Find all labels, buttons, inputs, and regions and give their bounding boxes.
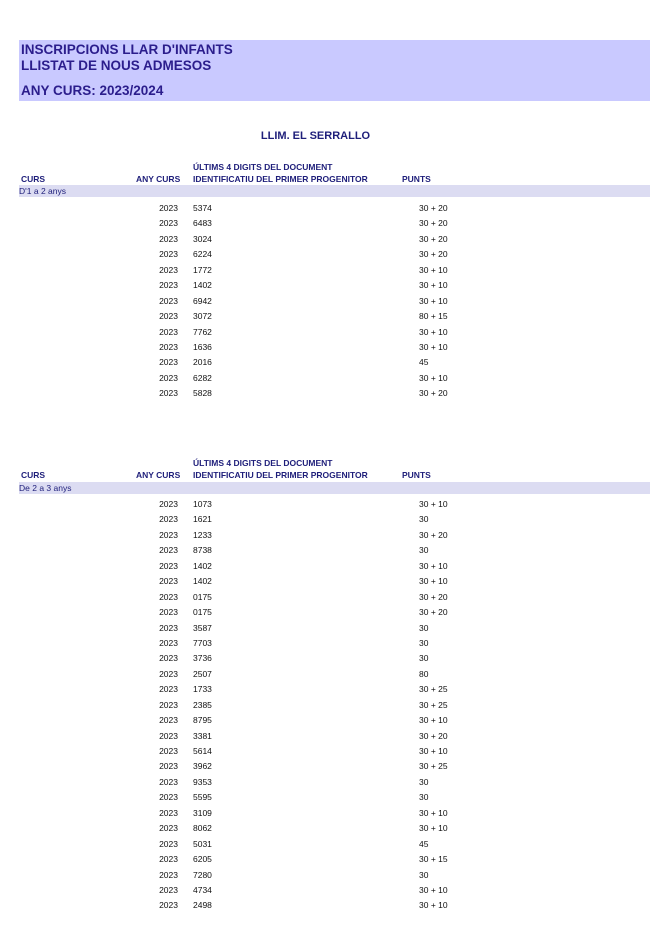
table-row (0, 605, 672, 620)
points-cell: 30 (419, 792, 429, 803)
school-name: LLIM. EL SERRALLO (260, 130, 371, 142)
points-cell: 30 + 20 (419, 218, 448, 229)
points-cell: 30 + 20 (419, 203, 448, 213)
document-digits-cell: 6942 (193, 295, 212, 306)
document-digits-cell: 2498 (193, 900, 212, 911)
points-cell: 30 + 10 (419, 280, 448, 291)
year-cell: 2023 (159, 499, 178, 509)
table-row (0, 294, 672, 309)
table-row (0, 386, 672, 401)
year-cell: 2023 (159, 699, 178, 710)
points-cell: 30 + 20 (419, 591, 448, 602)
table-row (0, 340, 672, 355)
year-cell: 2023 (159, 280, 178, 291)
points-cell: 30 + 10 (419, 576, 448, 587)
points-cell: 30 + 25 (419, 699, 448, 710)
year-cell: 2023 (159, 311, 178, 322)
table-row (0, 355, 672, 370)
year-cell: 2023 (159, 653, 178, 664)
points-cell: 30 + 25 (419, 761, 448, 772)
table-row (0, 837, 672, 852)
group-label: De 2 a 3 anys (19, 483, 72, 493)
document-digits-cell: 6205 (193, 854, 212, 865)
table-row (0, 325, 672, 340)
table-row (0, 247, 672, 262)
table-row (0, 806, 672, 821)
document-digits-cell: 1621 (193, 514, 212, 525)
points-cell: 30 + 20 (419, 249, 448, 260)
document-digits-cell: 5374 (193, 203, 212, 213)
points-cell: 30 + 10 (419, 264, 448, 275)
document-digits-cell: 3072 (193, 311, 212, 322)
year-cell: 2023 (159, 560, 178, 571)
points-cell: 30 (419, 776, 429, 787)
table-row (0, 868, 672, 883)
table-row (0, 898, 672, 913)
document-digits-cell: 9353 (193, 776, 212, 787)
document-digits-cell: 1402 (193, 280, 212, 291)
year-cell: 2023 (159, 203, 178, 213)
points-cell: 30 (419, 637, 429, 648)
year-cell: 2023 (159, 388, 178, 399)
document-digits-cell: 1233 (193, 529, 212, 540)
table-row (0, 559, 672, 574)
document-digits-cell: 1772 (193, 264, 212, 275)
document-digits-cell: 5031 (193, 838, 212, 849)
points-cell: 30 + 10 (419, 295, 448, 306)
document-digits-cell: 2385 (193, 699, 212, 710)
document-digits-cell: 8738 (193, 545, 212, 556)
document-digits-cell: 8062 (193, 823, 212, 834)
document-digits-cell: 7762 (193, 326, 212, 337)
col-punts: PUNTS (402, 470, 431, 480)
table-row (0, 790, 672, 805)
table-row (0, 512, 672, 527)
points-cell: 30 + 10 (419, 807, 448, 818)
points-cell: 30 + 25 (419, 684, 448, 695)
table-row (0, 744, 672, 759)
points-cell: 45 (419, 357, 429, 368)
table-row (0, 497, 672, 512)
document-digits-cell: 2507 (193, 668, 212, 679)
year-cell: 2023 (159, 838, 178, 849)
year-cell: 2023 (159, 576, 178, 587)
year-cell: 2023 (159, 746, 178, 756)
document-digits-cell: 5595 (193, 792, 212, 803)
year-cell: 2023 (159, 295, 178, 306)
table-row (0, 698, 672, 713)
table-row (0, 667, 672, 682)
title-line-2: LLISTAT DE NOUS ADMESOS (21, 58, 212, 73)
points-cell: 30 + 10 (419, 884, 448, 895)
year-cell: 2023 (159, 792, 178, 803)
points-cell: 30 + 20 (419, 607, 448, 618)
title-line-1: INSCRIPCIONS LLAR D'INFANTS (21, 42, 233, 57)
year-cell: 2023 (159, 341, 178, 352)
admitted-list (0, 497, 672, 914)
year-cell: 2023 (159, 715, 178, 726)
table-row (0, 621, 672, 636)
year-cell: 2023 (159, 668, 178, 679)
year-cell: 2023 (159, 869, 178, 880)
year-cell: 2023 (159, 326, 178, 337)
points-cell: 30 (419, 653, 429, 664)
table-row (0, 528, 672, 543)
table-row (0, 883, 672, 898)
course-year: ANY CURS: 2023/2024 (21, 83, 164, 98)
document-digits-cell: 3109 (193, 807, 212, 818)
table-row (0, 821, 672, 836)
document-digits-cell: 6282 (193, 372, 212, 383)
table-row (0, 309, 672, 324)
year-cell: 2023 (159, 357, 178, 368)
title-banner (19, 40, 650, 101)
points-cell: 30 + 10 (419, 715, 448, 726)
points-cell: 30 + 10 (419, 560, 448, 571)
col-curs: CURS (21, 470, 46, 480)
document-digits-cell: 4734 (193, 884, 212, 895)
points-cell: 30 + 20 (419, 730, 448, 741)
year-cell: 2023 (159, 545, 178, 556)
points-cell: 80 + 15 (419, 311, 448, 322)
table-row (0, 278, 672, 293)
group-band (19, 185, 650, 197)
document-digits-cell: 1733 (193, 684, 212, 695)
document-digits-cell: 1636 (193, 341, 212, 352)
document-digits-cell: 3736 (193, 653, 212, 664)
col-doc-line2: IDENTIFICATIU DEL PRIMER PROGENITOR (193, 470, 368, 480)
table-row (0, 852, 672, 867)
year-cell: 2023 (159, 776, 178, 787)
points-cell: 45 (419, 838, 429, 849)
year-cell: 2023 (159, 372, 178, 383)
table-row (0, 682, 672, 697)
year-cell: 2023 (159, 529, 178, 540)
table-row (0, 263, 672, 278)
points-cell: 30 + 10 (419, 900, 448, 911)
document-digits-cell: 3381 (193, 730, 212, 741)
document-digits-cell: 3962 (193, 761, 212, 772)
points-cell: 30 (419, 869, 429, 880)
group-label: D'1 a 2 anys (19, 186, 66, 196)
table-row (0, 371, 672, 386)
col-any-curs: ANY CURS (136, 470, 181, 480)
year-cell: 2023 (159, 249, 178, 260)
year-cell: 2023 (159, 591, 178, 602)
table-row (0, 729, 672, 744)
table-row (0, 651, 672, 666)
points-cell: 30 (419, 622, 429, 633)
year-cell: 2023 (159, 900, 178, 911)
year-cell: 2023 (159, 607, 178, 618)
document-digits-cell: 1073 (193, 499, 212, 509)
points-cell: 30 + 20 (419, 233, 448, 244)
year-cell: 2023 (159, 730, 178, 741)
table-row (0, 232, 672, 247)
col-doc-line1: ÚLTIMS 4 DIGITS DEL DOCUMENT (193, 458, 333, 468)
document-digits-cell: 1402 (193, 560, 212, 571)
document-digits-cell: 7703 (193, 637, 212, 648)
year-cell: 2023 (159, 233, 178, 244)
document-digits-cell: 2016 (193, 357, 212, 368)
year-cell: 2023 (159, 637, 178, 648)
document-digits-cell: 1402 (193, 576, 212, 587)
points-cell: 30 + 10 (419, 746, 448, 756)
document-digits-cell: 3024 (193, 233, 212, 244)
table-row (0, 775, 672, 790)
col-any-curs: ANY CURS (136, 174, 181, 184)
points-cell: 30 + 10 (419, 823, 448, 834)
year-cell: 2023 (159, 622, 178, 633)
table-row (0, 574, 672, 589)
document-digits-cell: 0175 (193, 591, 212, 602)
year-cell: 2023 (159, 684, 178, 695)
year-cell: 2023 (159, 761, 178, 772)
col-doc-line1: ÚLTIMS 4 DIGITS DEL DOCUMENT (193, 162, 333, 172)
table-row (0, 590, 672, 605)
document-digits-cell: 6483 (193, 218, 212, 229)
table-row (0, 713, 672, 728)
points-cell: 30 (419, 514, 429, 525)
document-digits-cell: 5614 (193, 746, 212, 756)
points-cell: 30 + 10 (419, 499, 448, 509)
col-punts: PUNTS (402, 174, 431, 184)
year-cell: 2023 (159, 264, 178, 275)
year-cell: 2023 (159, 807, 178, 818)
year-cell: 2023 (159, 514, 178, 525)
col-doc-line2: IDENTIFICATIU DEL PRIMER PROGENITOR (193, 174, 368, 184)
document-digits-cell: 7280 (193, 869, 212, 880)
points-cell: 30 + 20 (419, 388, 448, 399)
table-row (0, 201, 672, 216)
table-row (0, 216, 672, 231)
points-cell: 30 + 10 (419, 341, 448, 352)
year-cell: 2023 (159, 854, 178, 865)
year-cell: 2023 (159, 823, 178, 834)
document-digits-cell: 6224 (193, 249, 212, 260)
document-digits-cell: 5828 (193, 388, 212, 399)
table-row (0, 543, 672, 558)
admitted-list (0, 201, 672, 402)
table-row (0, 636, 672, 651)
table-row (0, 759, 672, 774)
group-band (19, 482, 650, 494)
year-cell: 2023 (159, 218, 178, 229)
document-digits-cell: 8795 (193, 715, 212, 726)
points-cell: 80 (419, 668, 429, 679)
points-cell: 30 + 10 (419, 326, 448, 337)
points-cell: 30 + 20 (419, 529, 448, 540)
year-cell: 2023 (159, 884, 178, 895)
points-cell: 30 (419, 545, 429, 556)
points-cell: 30 + 15 (419, 854, 448, 865)
document-digits-cell: 0175 (193, 607, 212, 618)
points-cell: 30 + 10 (419, 372, 448, 383)
col-curs: CURS (21, 174, 46, 184)
document-digits-cell: 3587 (193, 622, 212, 633)
